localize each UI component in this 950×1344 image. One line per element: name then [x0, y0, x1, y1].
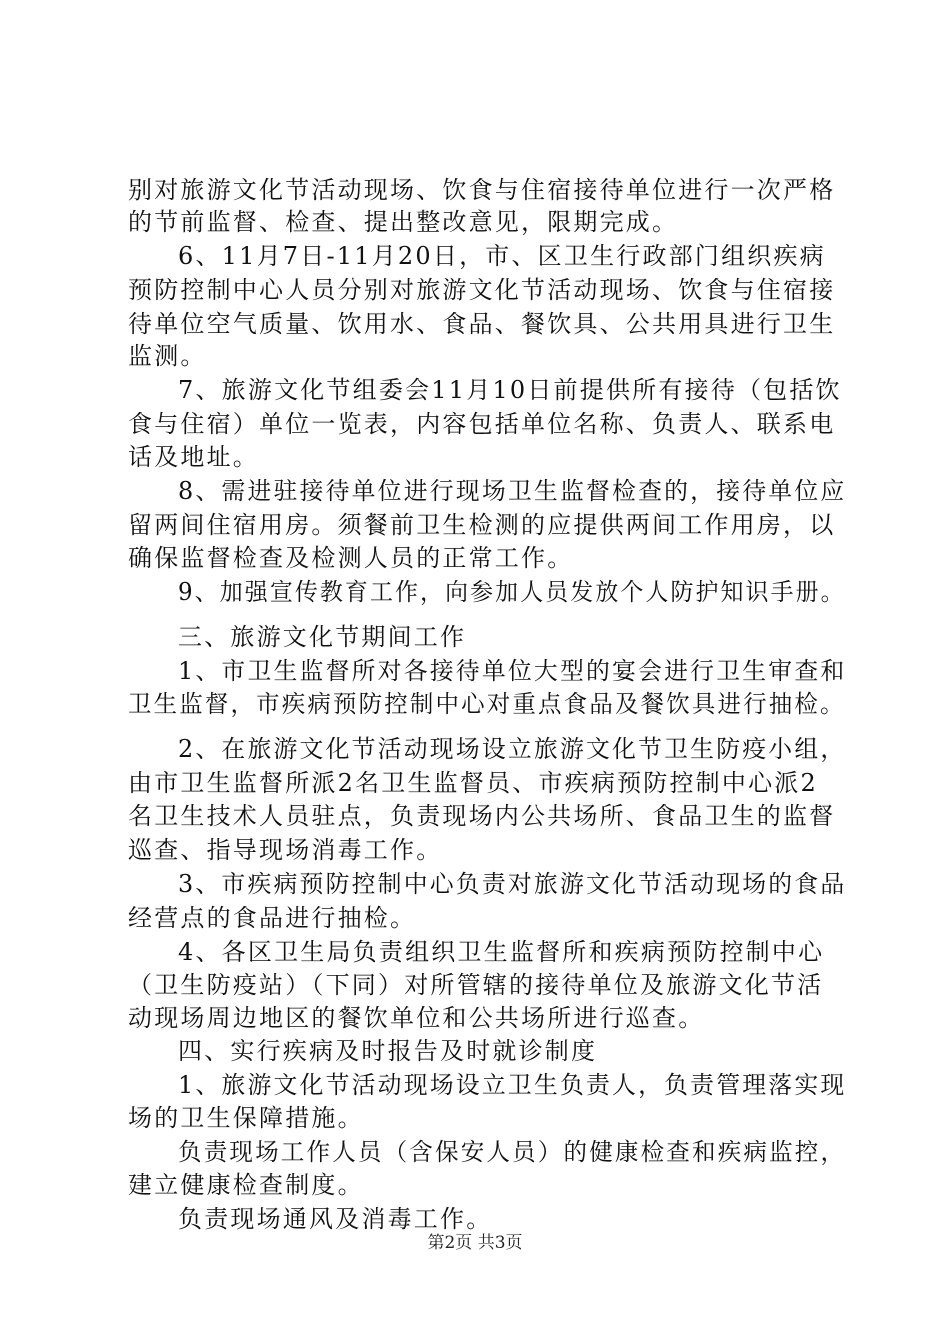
text-line: 3、市疾病预防控制中心负责对旅游文化节活动现场的食品	[178, 870, 847, 898]
text-line: 确保监督检查及检测人员的正常工作。	[128, 544, 574, 572]
text-line: 负责现场通风及消毒工作。	[178, 1205, 493, 1233]
text-line: 食与住宿）单位一览表，内容包括单位名称、负责人、联系电	[128, 410, 836, 438]
page-footer: 第2页 共3页	[427, 1233, 523, 1253]
text-line: 待单位空气质量、饮用水、食品、餐饮具、公共用具进行卫生	[128, 310, 836, 338]
text-line: 的节前监督、检查、提出整改意见，限期完成。	[128, 208, 679, 236]
text-line: 4、各区卫生局负责组织卫生监督所和疾病预防控制中心	[178, 938, 825, 966]
text-line: 话及地址。	[128, 443, 259, 471]
text-line: （卫生防疫站）（下同）对所管辖的接待单位及旅游文化节活	[128, 971, 824, 999]
text-line: 1、旅游文化节活动现场设立卫生负责人，负责管理落实现	[178, 1071, 847, 1099]
text-line: 9、加强宣传教育工作，向参加人员发放个人防护知识手册。	[178, 578, 846, 606]
section-heading: 三、旅游文化节期间工作	[178, 623, 467, 651]
text-line: 预防控制中心人员分别对旅游文化节活动现场、饮食与住宿接	[128, 276, 836, 304]
text-line: 6、11月7日-11月20日，市、区卫生行政部门组织疾病	[178, 242, 826, 270]
text-line: 巡查、指导现场消毒工作。	[128, 836, 443, 864]
text-line: 留两间住宿用房。须餐前卫生检测的应提供两间工作用房，以	[128, 511, 836, 539]
text-line: 1、市卫生监督所对各接待单位大型的宴会进行卫生审查和	[178, 657, 847, 685]
text-line: 动现场周边地区的餐饮单位和公共场所进行巡查。	[128, 1004, 705, 1032]
text-line: 8、需进驻接待单位进行现场卫生监督检查的，接待单位应	[178, 477, 847, 505]
text-line: 名卫生技术人员驻点，负责现场内公共场所、食品卫生的监督	[128, 802, 836, 830]
text-line: 场的卫生保障措施。	[128, 1104, 364, 1132]
text-line: 负责现场工作人员（含保安人员）的健康检查和疾病监控，	[178, 1138, 847, 1166]
text-line: 2、在旅游文化节活动现场设立旅游文化节卫生防疫小组，	[178, 735, 847, 763]
text-line: 7、旅游文化节组委会11月10日前提供所有接待（包括饮	[178, 376, 842, 404]
text-line: 由市卫生监督所派2名卫生监督员、市疾病预防控制中心派2	[128, 769, 818, 797]
text-line: 建立健康检查制度。	[128, 1171, 364, 1199]
text-line: 监测。	[128, 342, 207, 370]
section-heading: 四、实行疾病及时报告及时就诊制度	[178, 1037, 598, 1065]
text-line: 经营点的食品进行抽检。	[128, 904, 417, 932]
text-line: 卫生监督，市疾病预防控制中心对重点食品及餐饮具进行抽检。	[128, 690, 846, 718]
text-line: 别对旅游文化节活动现场、饮食与住宿接待单位进行一次严格	[128, 176, 836, 204]
